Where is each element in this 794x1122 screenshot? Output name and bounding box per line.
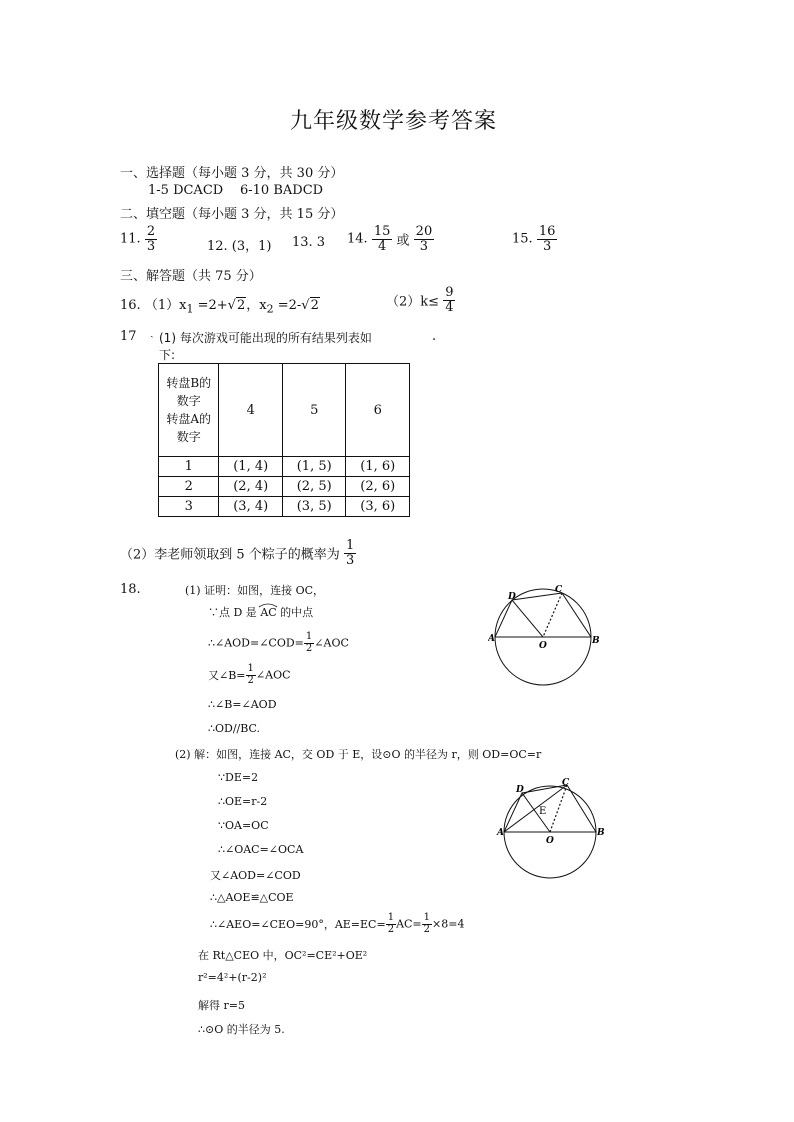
q18-line-12: 又∠AOD=∠COD	[210, 869, 301, 882]
answer-17-mark: ˎ	[150, 325, 154, 338]
q18-line-16: r²=4²+(r-2)²	[198, 971, 267, 984]
answer-16-part1: 16. $(1)x_1 =2+√2$，$x_2 =2-√2$	[120, 298, 319, 316]
answer-14-or: 或	[396, 233, 410, 249]
q18-line-1: (1) 证明：如图，连接 OC，	[185, 584, 325, 597]
table-cell: (3, 5)	[282, 497, 346, 517]
q18-line-8: ∵DE=2	[218, 771, 259, 784]
point-label-e: E	[539, 806, 547, 817]
section-fill-heading: 二、填空题（每小题 3 分，共 15 分）	[120, 207, 344, 222]
answer-11	[120, 225, 157, 253]
outcome-table	[158, 363, 410, 517]
section-choice-heading: 一、选择题（每小题 3 分，共 30 分）	[120, 166, 344, 181]
answer-15	[512, 225, 557, 253]
table-row-label: 1	[159, 457, 219, 477]
point-label-o: O	[546, 836, 554, 846]
answer-12: 12. (3，1)	[207, 239, 272, 254]
q18-line-7: (2) 解：如图，连接 AC，交 OD 于 E，设⊙O 的半径为 r，则 OD=OC=r	[175, 748, 542, 761]
table-row	[159, 497, 410, 517]
answer-17-fraction: $\frac{1}{3}$	[345, 538, 355, 568]
q18-line-6: ∴OD//BC.	[208, 722, 261, 735]
answer-16-part2: （2）k≤ $\frac{9}{4}$	[386, 285, 454, 315]
answer-13: 13. 3	[292, 235, 326, 250]
point-label-d: D	[508, 592, 516, 602]
q18-line-5: ∴∠B=∠AOD	[208, 698, 277, 711]
table-row-label: 2	[159, 477, 219, 497]
table-row	[159, 457, 410, 477]
point-label-c: C	[555, 585, 563, 595]
table-cell: (1, 4)	[219, 457, 283, 477]
answer-11-fraction: $\frac{2}{3}$	[146, 224, 156, 254]
answer-17-part2: （2）李老师领取到 5 个粽子的概率为 $\frac{1}{3}$	[120, 538, 355, 568]
answer-17-label: 17	[120, 329, 137, 344]
table-row-label: 3	[159, 497, 219, 517]
circle-figure-1	[488, 582, 608, 692]
point-label-b: B	[597, 828, 605, 838]
table-col-header: 6	[346, 364, 410, 457]
q18-line-14: ∴∠AEO=∠CEO=90°，AE=EC= $\frac{1}{2}$ AC= $\frac{1}{2}$ ×8=4	[210, 912, 465, 935]
answer-18-label: 18.	[120, 582, 141, 597]
table-cell: (2, 6)	[346, 477, 410, 497]
table-corner-header: 转盘B的 数字 转盘A的 数字	[159, 364, 219, 457]
point-label-o: O	[539, 641, 547, 651]
q18-line-13: ∴△AOE≌△COE	[210, 891, 294, 904]
circle-figure-2	[494, 776, 614, 886]
answer-11-label: 11.	[120, 231, 141, 247]
answer-15-fraction: $\frac{16}{3}$	[538, 224, 556, 254]
choice-answers-6-10: 6-10 BADCD	[240, 183, 324, 198]
table-cell: (1, 6)	[346, 457, 410, 477]
table-cell: (2, 5)	[282, 477, 346, 497]
q18-line-15: 在 Rt△CEO 中，OC²=CE²+OE²	[198, 949, 368, 962]
answer-17-intro-cont: 下:	[159, 348, 176, 362]
q18-line-3: ∴∠AOD=∠COD= $\frac{1}{2}$ ∠AOC	[208, 631, 349, 654]
choice-answers-1-5: 1-5 DCACD	[148, 183, 224, 198]
page-title: 九年级数学参考答案	[290, 109, 498, 134]
q18-line-17: 解得 r=5	[198, 999, 245, 1012]
answer-14-fraction-1: $\frac{15}{4}$	[373, 224, 391, 254]
table-cell: (3, 6)	[346, 497, 410, 517]
point-label-d: D	[516, 785, 524, 795]
q18-line-18: ∴⊙O 的半径为 5.	[198, 1023, 285, 1036]
q18-line-9: ∴OE=r-2	[218, 795, 268, 808]
table-col-header: 4	[219, 364, 283, 457]
q18-line-4: 又∠B= $\frac{1}{2}$ ∠AOC	[208, 663, 291, 686]
q18-line-2: ∵点 D 是 AC 的中点	[208, 604, 313, 620]
point-label-b: B	[592, 636, 600, 646]
q18-line-11: ∴∠OAC=∠OCA	[218, 843, 304, 856]
arc-mark-icon	[258, 602, 278, 608]
point-label-a: A	[488, 634, 495, 644]
answer-14-fraction-2: $\frac{20}{3}$	[415, 224, 433, 254]
table-cell: (3, 4)	[219, 497, 283, 517]
answer-15-label: 15.	[512, 231, 533, 247]
answer-14	[347, 225, 434, 253]
point-label-c: C	[562, 778, 570, 788]
answer-16-label: 16.	[120, 298, 141, 313]
table-cell: (2, 4)	[219, 477, 283, 497]
answer-17-dot: .	[432, 329, 437, 344]
answer-17-intro: (1) 每次游戏可能出现的所有结果列表如	[159, 331, 372, 345]
answer-16-fraction: $\frac{9}{4}$	[445, 285, 454, 315]
table-row	[159, 477, 410, 497]
point-label-a: A	[497, 828, 504, 838]
answer-14-label: 14.	[347, 231, 368, 247]
section-solution-heading: 三、解答题（共 75 分）	[120, 269, 262, 284]
table-col-header: 5	[282, 364, 346, 457]
table-cell: (1, 5)	[282, 457, 346, 477]
q18-line-10: ∵OA=OC	[218, 819, 269, 832]
